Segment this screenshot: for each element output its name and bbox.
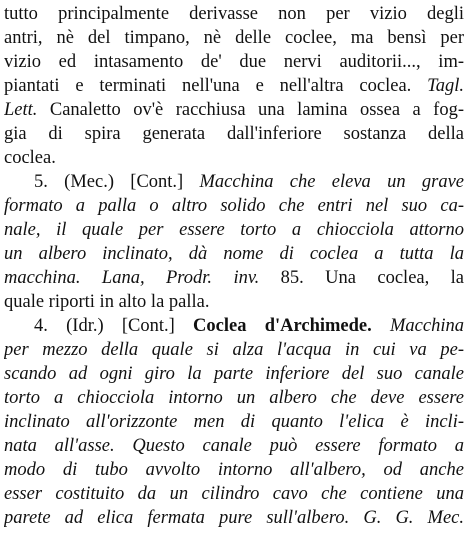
text-line-6: gia di spira generata dall'inferiore sostanza della [4,124,464,144]
text-line-22: parete ad elica fermata pure sull'albero. G. G. Mec. [4,508,464,528]
text-line-4: piantati e terminati nell'una e nell'altra coclea. Tagl. [4,76,464,96]
text-line-19: nata all'asse. Questo canale può essere formato a [4,436,464,456]
text-line-17: torto a chiocciola intorno un albero che deve essere [4,388,464,408]
text-line-14: 4. (Idr.) [Cont.] Coclea d'Archimede. Macchina [34,316,464,336]
text-line-11: un albero inclinato, dà nome di coclea a tutta la [4,244,464,264]
text-line-20: modo di tubo avvolto intorno all'albero, od anche [4,460,464,480]
text-line-16: scando ad ogni giro la parte inferiore del suo canale [4,364,464,384]
text-line-18: inclinato all'orizzonte men di quanto l'elica è incli- [4,412,464,432]
text-line-3: vizio ed intasamento de' due nervi auditorii..., im- [4,52,464,72]
text-line-12: macchina. Lana, Prodr. inv. 85. Una coclea, la [4,268,464,288]
text-line-10: nale, il quale per essere torto a chiocciola attorno [4,220,464,240]
text-line-9: formato a palla o altro solido che entri nel suo ca- [4,196,464,216]
text-line-15: per mezzo della quale si alza l'acqua in cui va pe- [4,340,464,360]
text-line-13: quale riporti in alto la palla. [4,292,210,312]
text-line-1: tutto principalmente derivasse non per vizio degli [4,4,464,24]
text-line-21: esser costituito da un cilindro cavo che contiene una [4,484,464,504]
text-line-7: coclea. [4,148,56,168]
text-line-2: antri, nè del timpano, nè delle coclee, ma bensì per [4,28,464,48]
text-line-5: Lett. Canaletto ov'è racchiusa una lamina ossea a fog- [4,100,464,120]
text-line-8: 5. (Mec.) [Cont.] Macchina che eleva un grave [34,172,464,192]
